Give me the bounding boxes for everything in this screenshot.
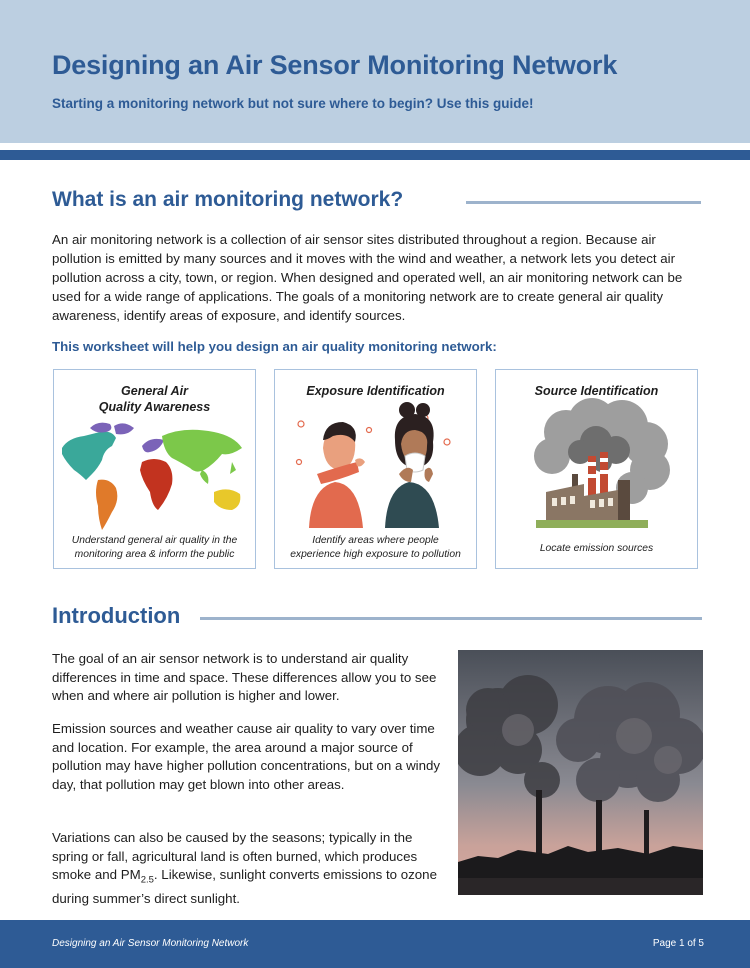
footer-bar (0, 920, 750, 968)
card-title: Source Identification (534, 384, 659, 398)
smokestack-photo (458, 650, 703, 895)
card-exposure-identification (274, 369, 477, 569)
card-title: General Air Quality Awareness (98, 384, 211, 414)
footer-document-title: Designing an Air Sensor Monitoring Network (52, 938, 249, 949)
header-banner (0, 0, 750, 143)
card-caption: Identify areas where people experience high exposure to pollution (290, 535, 461, 560)
worksheet-lead: This worksheet will help you design an air quality monitoring network: (52, 339, 497, 354)
section-heading-network: What is an air monitoring network? (52, 188, 404, 211)
network-paragraph: An air monitoring network is a collection of air sensor sites distributed throughout a region. Because air pollution is emitted by many sources and it moves with the wind and weather, a network lets you detect air pollution across a city, town, or region. When designed and operated well, an air monitoring network can be used for a wide range of applications. The goals of a monitoring network are to create general air quality awareness, identify areas of exposure, and identify sources. (52, 232, 683, 323)
card-source-identification (495, 369, 698, 569)
card-caption: Understand general air quality in the monitoring area & inform the public (71, 535, 238, 560)
header-divider (0, 150, 750, 160)
intro-paragraph-2: Emission sources and weather cause air quality to vary over time and location. For example, the area around a major source of pollution may have higher pollution concentrations, but on a windy day, that pollution may get blown into other areas. (52, 721, 441, 792)
page-number: Page 1 of 5 (652, 938, 704, 949)
heading-rule (466, 201, 701, 204)
page-title: Designing an Air Sensor Monitoring Network (52, 50, 618, 80)
section-heading-introduction: Introduction (52, 603, 181, 628)
factory-smoke-icon (496, 370, 699, 570)
card-caption: Locate emission sources (539, 543, 654, 554)
heading-rule (200, 617, 702, 620)
intro-paragraph-3: Variations can also be caused by the seasons; typically in the spring or fall, agricultural land is often burned, which produces smoke and $PM_{2.5}$. Likewise, sunlight converts emissions to ozone during summer’s direct sunlight. (52, 830, 437, 907)
card-title: Exposure Identification (306, 384, 445, 398)
intro-paragraph-1: The goal of an air sensor network is to understand air quality differences in time and space. These differences allow you to see when and where air pollution is higher and lower. (52, 651, 437, 703)
card-general-awareness (53, 369, 256, 569)
page-subtitle: Starting a monitoring network but not sure where to begin? Use this guide! (52, 96, 534, 111)
